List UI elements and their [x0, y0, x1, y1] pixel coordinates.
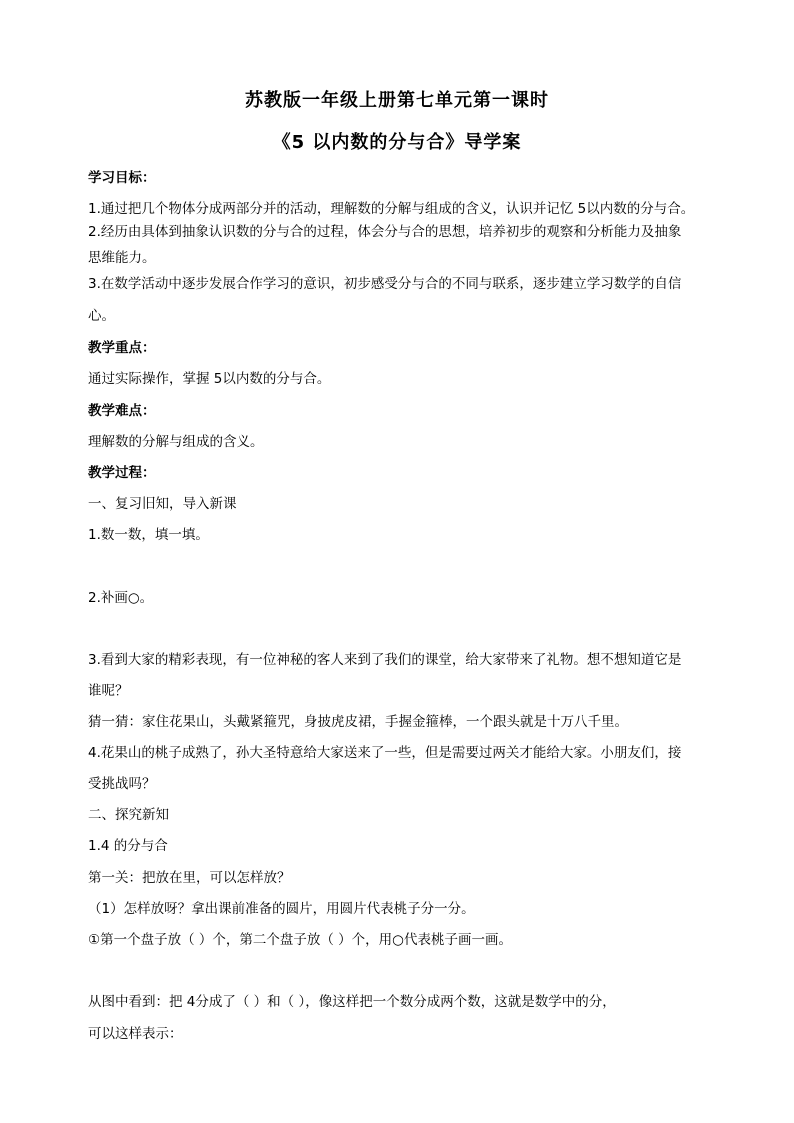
section-1-item-4-line-2: 受挑战吗？: [88, 776, 156, 792]
section-1-item-4-line-1: 4.花果山的桃子成熟了，孙大圣特意给大家送来了一些，但是需要过两关才能给大家。小朋友们，接: [88, 745, 682, 761]
section-2-heading: 二、探究新知: [88, 807, 169, 823]
objective-3-line-2: 心。: [88, 308, 115, 324]
difficulty-text: 理解数的分解与组成的含义。: [88, 434, 264, 450]
riddle-text: 猜一猜：家住花果山，头戴紧箍咒，身披虎皮裙，手握金箍棒，一个跟头就是十万八千里。: [88, 714, 628, 730]
section-1-item-3-line-2: 谁呢？: [88, 683, 129, 699]
level-1-question: 第一关：把放在里，可以怎样放？: [88, 870, 291, 886]
section-1-item-3-line-1: 3.看到大家的精彩表现，有一位神秘的客人来到了我们的课堂，给大家带来了礼物。想不想知道它是: [88, 652, 682, 668]
key-points-heading: 教学重点：: [88, 340, 156, 356]
section-1-item-1: 1.数一数，填一填。: [88, 527, 209, 543]
objective-1: 1.通过把几个物体分成两部分并的活动，理解数的分解与组成的含义，认识并记忆 5以内数的分与合。: [88, 201, 695, 217]
key-points-text: 通过实际操作，掌握 5以内数的分与合。: [88, 371, 331, 387]
objective-2-line-2: 思维能力。: [88, 250, 156, 266]
observation-line-1: 从图中看到：把 4分成了（ ）和（ ），像这样把一个数分成两个数，这就是数学中的分，: [88, 994, 616, 1010]
objective-3-line-1: 3.在数学活动中逐步发展合作学习的意识，初步感受分与合的不同与联系，逐步建立学习数学的自信: [88, 276, 682, 292]
document-title: 苏教版一年级上册第七单元第一课时: [245, 90, 549, 111]
section-2-item-1: 1.4 的分与合: [88, 838, 168, 854]
level-1-fill-blank: ①第一个盘子放（ ）个，第二个盘子放（ ）个，用○代表桃子画一画。: [88, 932, 512, 948]
objective-2-line-1: 2.经历由具体到抽象认识数的分与合的过程，体会分与合的思想，培养初步的观察和分析能力及抽象: [88, 224, 682, 240]
section-1-heading: 一、复习旧知，导入新课: [88, 496, 237, 512]
process-heading: 教学过程：: [88, 465, 156, 481]
observation-line-2: 可以这样表示：: [88, 1026, 183, 1042]
section-1-item-2: 2.补画○。: [88, 590, 154, 606]
difficulty-heading: 教学难点：: [88, 403, 156, 419]
objectives-heading: 学习目标：: [88, 170, 156, 186]
document-subtitle: 《5 以内数的分与合》导学案: [272, 132, 522, 153]
level-1-subquestion-1: （1）怎样放呀？拿出课前准备的圆片，用圆片代表桃子分一分。: [88, 901, 475, 917]
